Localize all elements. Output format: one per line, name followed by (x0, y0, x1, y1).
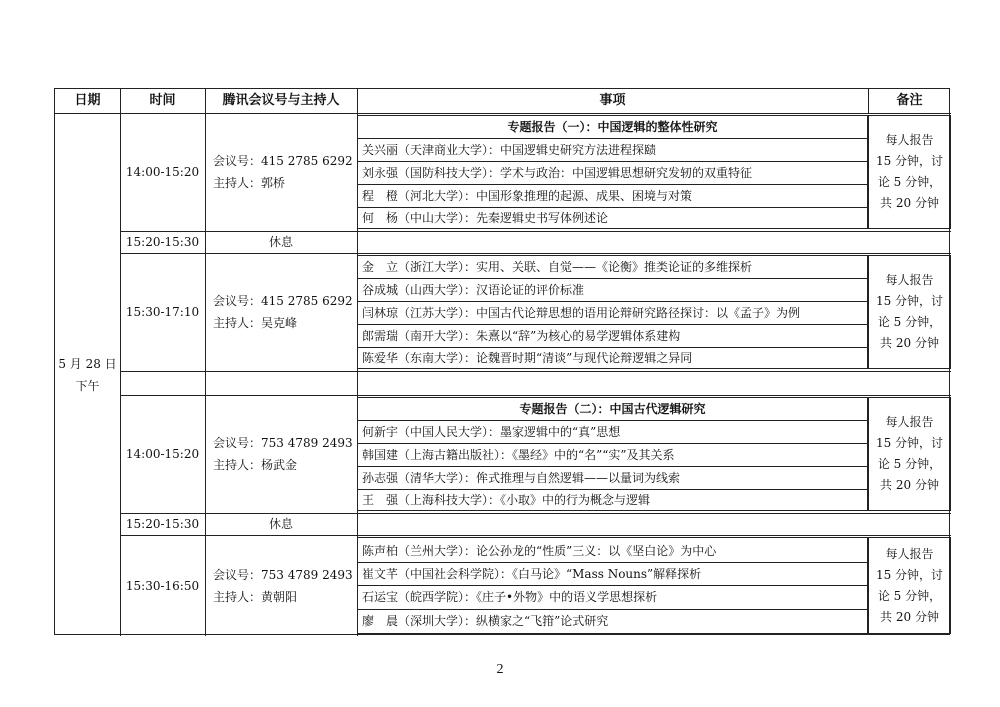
talk-item: 何 杨（中山大学）：先秦逻辑史书写体例述论 (362, 210, 609, 225)
talk-item: 崔文芊（中国社会科学院）：《白马论》“Mass Nouns”解释探析 (362, 566, 702, 581)
session-title: 专题报告（一）：中国逻辑的整体性研究 (507, 119, 718, 134)
talk-item: 韩国建（上海古籍出版社）：《墨经》中的“名”“实”及其关系 (362, 447, 675, 462)
meeting-cell (205, 395, 357, 513)
talk-item: 廖 晨（深圳大学）：纵横家之“飞箝”论式研究 (362, 613, 609, 628)
talk-item: 陈爱华（东南大学）：论魏晋时期“清谈”与现代论辩逻辑之异同 (362, 350, 693, 365)
divider-items (868, 89, 869, 113)
header-items: 事项 (599, 93, 626, 108)
meeting-id: 会议号：415 2785 6292 (213, 294, 353, 308)
talk-item: 程 橙（河北大学）：中国形象推理的起源、成果、困境与对策 (362, 188, 693, 203)
time-cell: 14:00-15:20 (125, 447, 200, 461)
divider-meeting (357, 89, 358, 636)
host-name: 主持人：吴克峰 (213, 316, 298, 330)
meeting-cell (205, 253, 357, 371)
talk-item: 闫林琼（江苏大学）：中国古代论辩思想的语用论辩研究路径探讨：以《孟子》为例 (362, 305, 801, 320)
break-time: 15:20-15:30 (125, 517, 200, 531)
time-cell: 14:00-15:20 (125, 165, 200, 179)
divider-time (205, 89, 206, 636)
talk-item: 何新宇（中国人民大学）：墨家逻辑中的“真”思想 (362, 424, 621, 439)
note-cell: 每人报告 15 分钟，讨 论 5 分钟， 共 20 分钟 (875, 273, 944, 350)
time-cell: 15:30-16:50 (125, 578, 200, 593)
header-meeting: 腾讯会议号与主持人 (222, 93, 340, 108)
talk-item: 郎需瑞（南开大学）：朱熹以“辞”为核心的易学逻辑体系建构 (362, 328, 681, 343)
schedule-table (54, 88, 950, 635)
talk-item: 谷成城（山西大学）：汉语论证的评价标准 (362, 282, 585, 297)
host-name: 主持人：杨武金 (213, 458, 298, 472)
session-title: 专题报告（二）：中国古代逻辑研究 (519, 401, 706, 416)
meeting-id: 会议号：753 4789 2493 (213, 567, 353, 582)
header-note: 备注 (896, 93, 923, 108)
host-name: 主持人：黄朝阳 (213, 589, 298, 604)
talk-item: 刘永强（国防科技大学）：学术与政治：中国逻辑思想研究发轫的双重特征 (362, 165, 753, 180)
break-time: 15:20-15:30 (125, 235, 200, 249)
header-time: 时间 (149, 93, 176, 108)
talk-item: 孙志强（清华大学）：侔式推理与自然逻辑——以量词为线索 (362, 470, 681, 485)
talk-item: 关兴丽（天津商业大学）：中国逻辑史研究方法进程探赜 (362, 142, 657, 157)
page-number: 2 (496, 662, 504, 677)
note-cell: 每人报告 15 分钟，讨 论 5 分钟， 共 20 分钟 (875, 133, 944, 210)
talk-item: 王 强（上海科技大学）：《小取》中的行为概念与逻辑 (362, 492, 651, 507)
talk-item: 石运宝（皖西学院）：《庄子•外物》中的语义学思想探析 (362, 589, 658, 604)
break-label: 休息 (268, 517, 293, 531)
time-cell: 15:30-17:10 (125, 305, 200, 319)
break-label: 休息 (268, 235, 293, 249)
date-line1: 5 月 28 日 (58, 356, 117, 371)
date-line2: 下午 (75, 378, 100, 393)
date-cell (55, 113, 120, 636)
meeting-id: 会议号：415 2785 6292 (213, 154, 353, 168)
talk-item: 金 立（浙江大学）：实用、关联、自觉——《论衡》推类论证的多维探析 (362, 259, 753, 274)
header-date: 日期 (74, 93, 101, 108)
meeting-cell (205, 113, 357, 231)
host-name: 主持人：郭桥 (213, 176, 286, 190)
note-cell: 每人报告 15 分钟，讨 论 5 分钟， 共 20 分钟 (875, 546, 944, 624)
meeting-id: 会议号：753 4789 2493 (213, 436, 353, 450)
talk-item: 陈声柏（兰州大学）：论公孙龙的“性质”三义：以《坚白论》为中心 (362, 543, 717, 558)
note-cell: 每人报告 15 分钟，讨 论 5 分钟， 共 20 分钟 (875, 415, 944, 492)
meeting-cell (205, 535, 357, 636)
